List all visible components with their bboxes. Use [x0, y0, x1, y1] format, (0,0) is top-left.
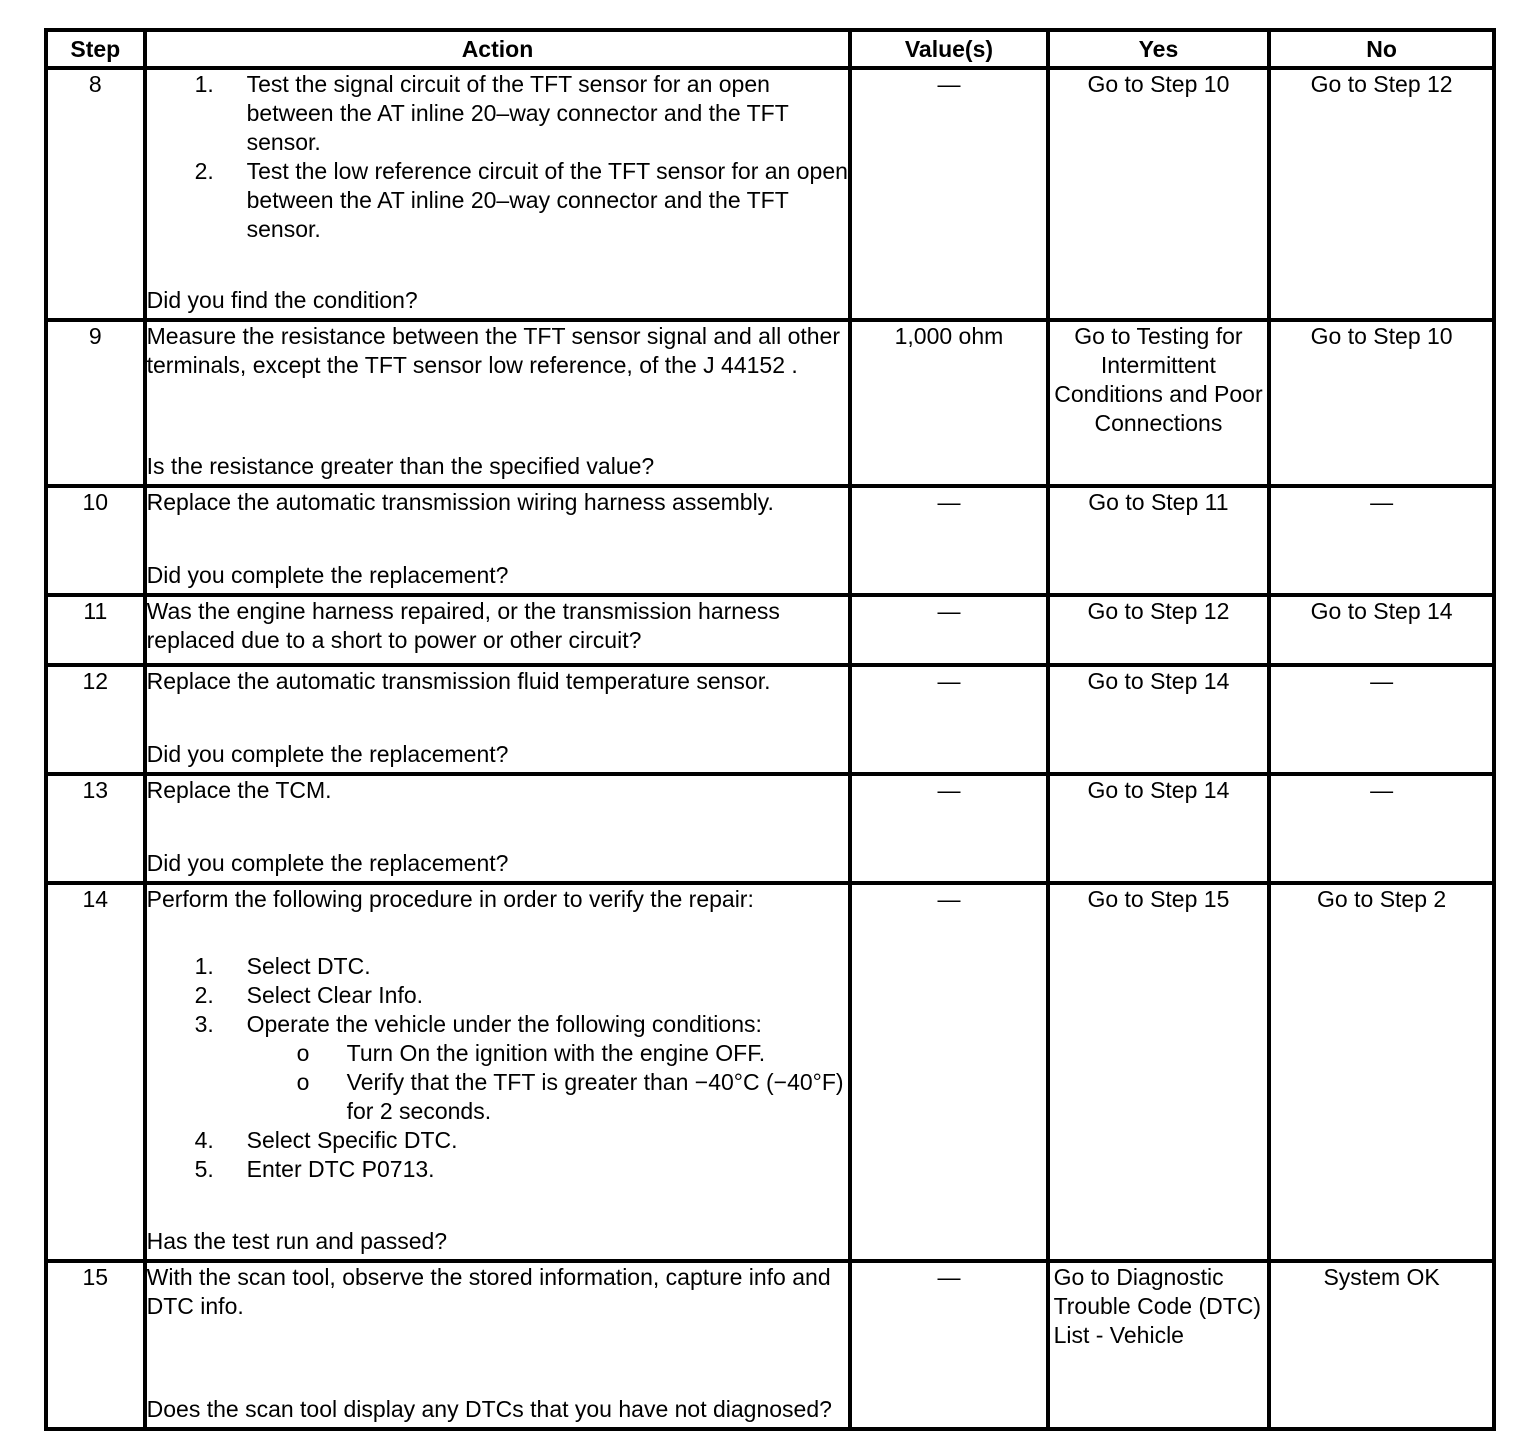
table-row [46, 595, 1494, 665]
header-step: Step [46, 30, 145, 68]
value-cell: — [850, 665, 1047, 774]
action-cell [145, 486, 851, 595]
table-row [46, 883, 1494, 1261]
step-number: 10 [46, 486, 145, 595]
no-cell: — [1269, 665, 1494, 774]
action-cell [145, 665, 851, 774]
header-yes: Yes [1048, 30, 1270, 68]
step-number: 9 [46, 320, 145, 486]
no-cell: Go to Step 14 [1269, 595, 1494, 665]
table-row [46, 1261, 1494, 1429]
yes-cell: Go to Step 10 [1048, 68, 1270, 320]
header-no: No [1269, 30, 1494, 68]
sub-list-item: o Turn On the ignition with the engine OFF. [296, 1040, 766, 1066]
procedure-list [147, 70, 849, 244]
action-cell [145, 320, 851, 486]
no-cell: Go to Step 12 [1269, 68, 1494, 320]
list-item: 5. Enter DTC P0713. [194, 1156, 435, 1182]
action-question: Did you complete the replacement? [146, 562, 509, 588]
step-number: 15 [46, 1261, 145, 1429]
action-cell [145, 595, 851, 665]
list-item: 4. Select Specific DTC. [194, 1127, 458, 1153]
action-text: Replace the automatic transmission fluid temperature sensor. [146, 668, 771, 694]
value-cell: — [850, 595, 1047, 665]
step-number: 12 [46, 665, 145, 774]
action-question: Is the resistance greater than the specified value? [146, 453, 655, 479]
action-cell [145, 1261, 851, 1429]
value-cell: — [850, 68, 1047, 320]
no-cell: Go to Step 10 [1269, 320, 1494, 486]
yes-cell: Go to Testing for Intermittent Conditions and Poor Connections [1048, 320, 1270, 486]
sub-list [247, 1039, 849, 1126]
sub-list-item: o Verify that the TFT is greater than −40°C (−40°F) for 2 seconds. [296, 1069, 844, 1124]
list-item: 2. Test the low reference circuit of the TFT sensor for an open between the AT inline 20–way connector and the TFT sensor. [194, 158, 848, 242]
step-number: 11 [46, 595, 145, 665]
action-question: Did you complete the replacement? [146, 741, 509, 767]
yes-cell: Go to Step 15 [1048, 883, 1270, 1261]
list-item: 2. Select Clear Info. [194, 982, 424, 1008]
table-row [46, 68, 1494, 320]
value-cell: — [850, 774, 1047, 883]
action-text: Perform the following procedure in order to verify the repair: [146, 886, 754, 912]
header-row [46, 30, 1494, 68]
no-cell: System OK [1269, 1261, 1494, 1429]
action-text: Replace the automatic transmission wiring harness assembly. [146, 489, 774, 515]
action-question: Has the test run and passed? [146, 1228, 448, 1254]
value-cell: 1,000 ohm [850, 320, 1047, 486]
yes-cell: Go to Step 14 [1048, 774, 1270, 883]
step-number: 13 [46, 774, 145, 883]
step-number: 8 [46, 68, 145, 320]
action-text: Was the engine harness repaired, or the transmission harness replaced due to a short to power or other circuit? [146, 598, 780, 653]
yes-cell: Go to Step 14 [1048, 665, 1270, 774]
list-item: 1. Select DTC. [194, 953, 371, 979]
value-cell: — [850, 883, 1047, 1261]
action-question: Does the scan tool display any DTCs that you have not diagnosed? [146, 1396, 832, 1422]
action-cell [145, 68, 851, 320]
table-row [46, 665, 1494, 774]
table-row [46, 774, 1494, 883]
yes-cell: Go to Step 11 [1048, 486, 1270, 595]
diagnostic-table [44, 28, 1496, 1431]
action-question: Did you complete the replacement? [146, 850, 509, 876]
list-item: 3. Operate the vehicle under the following conditions: o Turn On the ignition with the engine OFF. o Verify that the TFT is greater than −40°C (−40°F) for 2 seconds. [147, 1010, 849, 1126]
action-text: With the scan tool, observe the stored information, capture info and DTC info. [146, 1264, 831, 1319]
yes-cell: Go to Diagnostic Trouble Code (DTC) List - Vehicle [1048, 1261, 1270, 1429]
table-row [46, 486, 1494, 595]
yes-cell: Go to Step 12 [1048, 595, 1270, 665]
action-text: Replace the TCM. [146, 777, 332, 803]
no-cell: Go to Step 2 [1269, 883, 1494, 1261]
value-cell: — [850, 1261, 1047, 1429]
no-cell: — [1269, 486, 1494, 595]
step-number: 14 [46, 883, 145, 1261]
value-cell: — [850, 486, 1047, 595]
header-action: Action [145, 30, 851, 68]
action-cell [145, 883, 851, 1261]
table-row [46, 320, 1494, 486]
procedure-list [147, 952, 849, 1184]
action-text: Measure the resistance between the TFT sensor signal and all other terminals, except the TFT sensor low reference, of the J 44152 . [146, 323, 840, 378]
action-cell [145, 774, 851, 883]
action-question: Did you find the condition? [146, 287, 418, 313]
header-values: Value(s) [850, 30, 1047, 68]
list-item: 1. Test the signal circuit of the TFT sensor for an open between the AT inline 20–way connector and the TFT sensor. [194, 71, 789, 155]
no-cell: — [1269, 774, 1494, 883]
